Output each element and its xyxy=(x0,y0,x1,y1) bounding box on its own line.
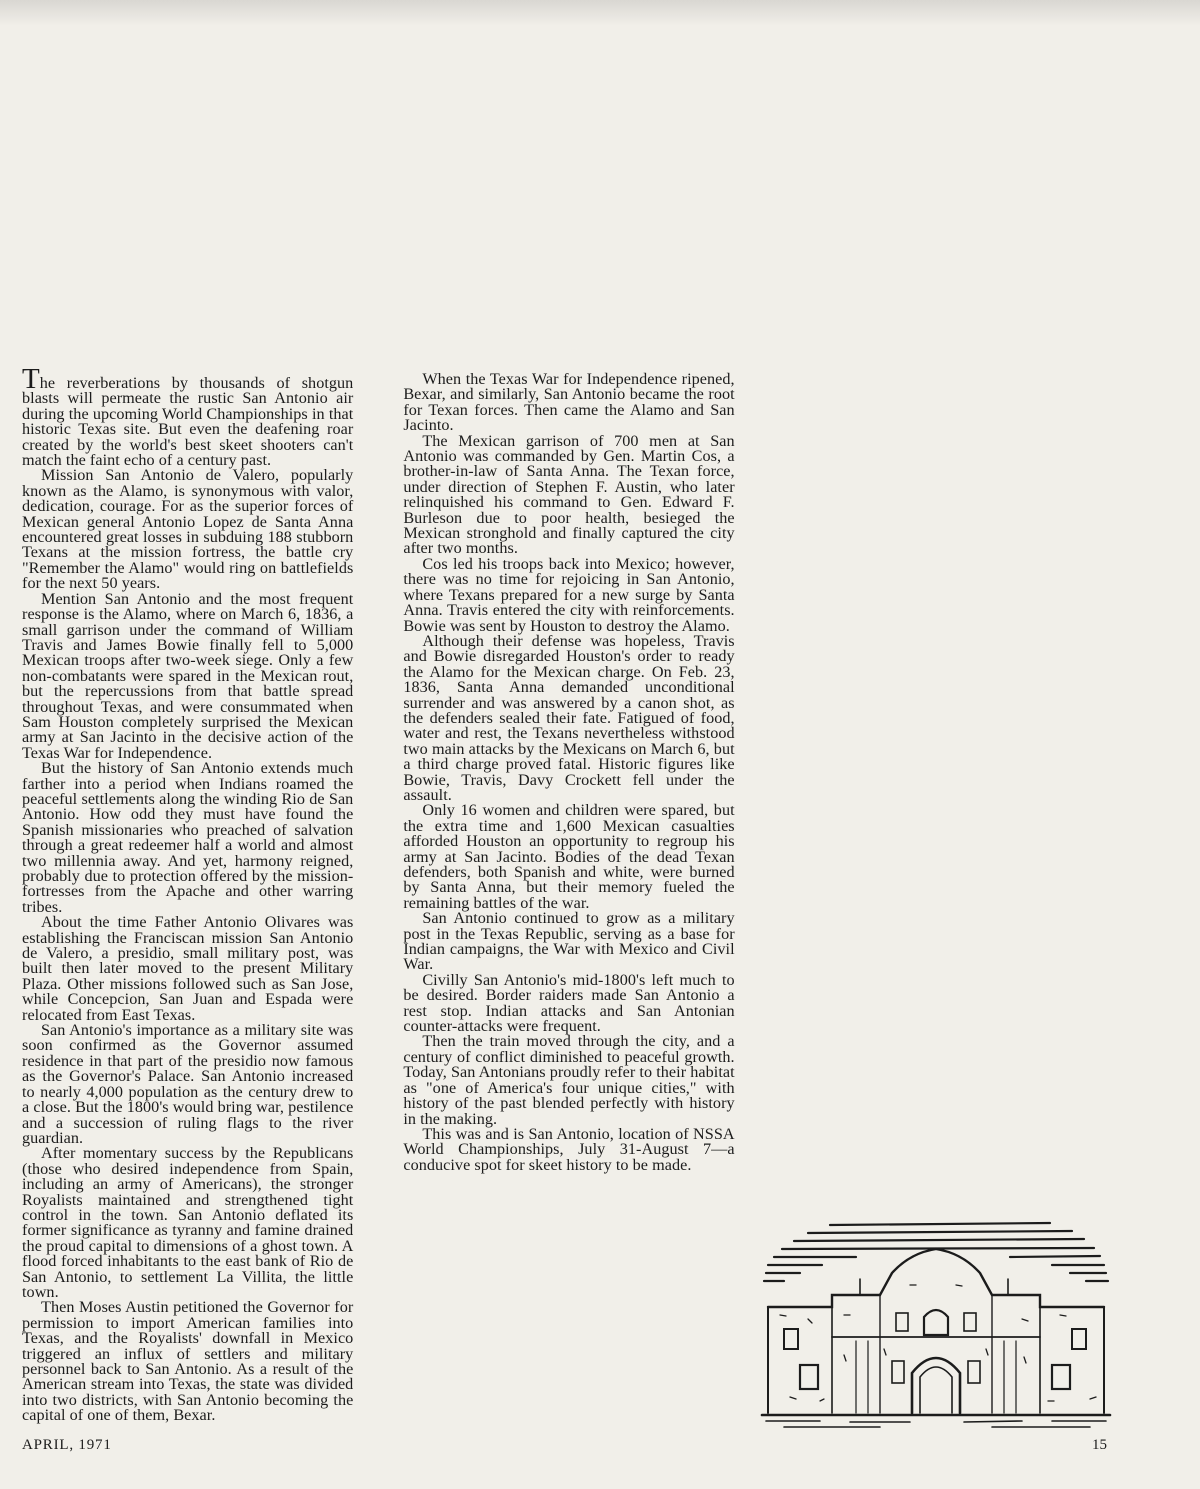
paragraph-13: Only 16 women and children were spared, but the extra time and 1,600 Mexican casualties afforded Houston an opportunity to regroup his army at San Jacinto. Bodies of the dead Texan defenders, both Spanish and white, were burned by Santa Anna, but their memory fueled the remaining battles of the war. xyxy=(403,801,735,912)
paragraph-1-text: he reverberations by thousands of shotgun blasts will permeate the rustic San Antonio air during the upcoming World Championships in that historic Texas site. But even the deafening roar created by the world's best skeet shooters can't match the faint echo of a century past. xyxy=(22,374,354,470)
paragraph-2: Mission San Antonio de Valero, popularly known as the Alamo, is synonymous with valor, dedication, courage. For as the superior forces of Mexican general Antonio Lopez de Santa Anna encountered great losses in subduing 188 stubborn Texans at the mission fortress, the battle cry "Remember the Alamo" would ring on battlefields for the next 50 years. xyxy=(22,466,354,593)
drop-cap: T xyxy=(22,363,40,395)
paragraph-7: After momentary success by the Republicans (those who desired independence from Spain, including an army of Americans), the stronger Royalists maintained and strengthened tight control in the town. San Antonio deflated its former significance as tyranny and famine drained the proud capital to dimensions of a ghost town. A flood forced inhabitants to the east bank of Rio de San Antonio, to settlement La Villita, the little town. xyxy=(22,1144,354,1301)
paragraph-5: About the time Father Antonio Olivares was establishing the Franciscan mission San Antonio de Valero, a presidio, small military post, was built then later moved to the present Military Plaza. Other missions followed such as San Jose, while Concepcion, San Juan and Espada were relocated from East Texas. xyxy=(22,913,354,1024)
paragraph-9: When the Texas War for Independence ripened, Bexar, and similarly, San Antonio became the root for Texan forces. Then came the Alamo and San Jacinto. xyxy=(403,370,735,435)
paragraph-15: Civilly San Antonio's mid-1800's left much to be desired. Border raiders made San Antonio a rest stop. Indian attacks and San Antonian counter-attacks were frequent. xyxy=(403,970,735,1036)
paragraph-6: San Antonio's importance as a military site was soon confirmed as the Governor assumed residence in that part of the presidio now famous as the Governor's Palace. San Antonio increased to nearly 4,000 population as the century drew to a close. But the 1800's would bring war, pestilence and a succession of ruling flags to the river guardian. xyxy=(22,1021,354,1147)
page-number: 15 xyxy=(1092,1437,1107,1453)
paragraph-14: San Antonio continued to grow as a military post in the Texas Republic, serving as a base for Indian campaigns, the War with Mexico and Civil War. xyxy=(403,909,735,974)
scan-edge xyxy=(0,0,1200,26)
paragraph-3: Mention San Antonio and the most frequent response is the Alamo, where on March 6, 1836, a small garrison under the command of William Travis and James Bowie finally fell to 5,000 Mexican troops after two-week siege. Only a few non-combatants were spared in the Mexican rout, but the repercussions from that battle spread throughout Texas, and were consummated when Sam Houston completely surprised the Mexican army at San Jacinto in the decisive action of the Texas War for Independence. xyxy=(22,589,354,762)
paragraph-16: Then the train moved through the city, and a century of conflict diminished to peaceful growth. Today, San Antonians proudly refer to their habitat as "one of America's four unique cities," with history of the past blended perfectly with history in the making. xyxy=(403,1032,735,1128)
paragraph-17: This was and is San Antonio, location of NSSA World Championships, July 31-August 7—a conducive spot for skeet history to be made. xyxy=(403,1124,735,1174)
issue-date: APRIL, 1971 xyxy=(22,1437,112,1453)
alamo-illustration xyxy=(760,1215,1112,1433)
paragraph-10: The Mexican garrison of 700 men at San Antonio was commanded by Gen. Martin Cos, a brother-in-law of Santa Anna. The Texan force, under direction of Stephen F. Austin, who later relinquished his command to Gen. Edward F. Burleson due to poor health, besieged the Mexican stronghold and finally captured the city after two months. xyxy=(403,431,735,558)
paragraph-1 xyxy=(22,363,354,470)
paragraph-8: Then Moses Austin petitioned the Governor for permission to import American families into Texas, and the Royalists' downfall in Mexico triggered an influx of settlers and military personnel back to San Antonio. As a result of the American stream into Texas, the state was divided into two districts, with San Antonio becoming the capital of one of them, Bexar. xyxy=(22,1298,354,1425)
paragraph-12: Although their defense was hopeless, Travis and Bowie disregarded Houston's order to ready the Alamo for the Mexican charge. On Feb. 23, 1836, Santa Anna demanded unconditional surrender and was answered by a canon shot, as the defenders sealed their fate. Fatigued of food, water and rest, the Texans nevertheless withstood two main attacks by the Mexicans on March 6, but a third charge proved fatal. Historic figures like Bowie, Travis, Davy Crockett fell under the assault. xyxy=(403,631,735,804)
paragraph-11: Cos led his troops back into Mexico; however, there was no time for rejoicing in San Antonio, where Texans prepared for a new surge by Santa Anna. Travis entered the city with reinforcements. Bowie was sent by Houston to destroy the Alamo. xyxy=(403,554,735,635)
paragraph-4: But the history of San Antonio extends much farther into a period when Indians roamed the peaceful settlements along the winding Rio de San Antonio. How odd they must have found the Spanish missionaries who preached of salvation through a great redeemer half a world and almost two millennia away. And yet, harmony reigned, probably due to protection offered by the mission-fortresses from the Apache and other warring tribes. xyxy=(22,759,354,916)
